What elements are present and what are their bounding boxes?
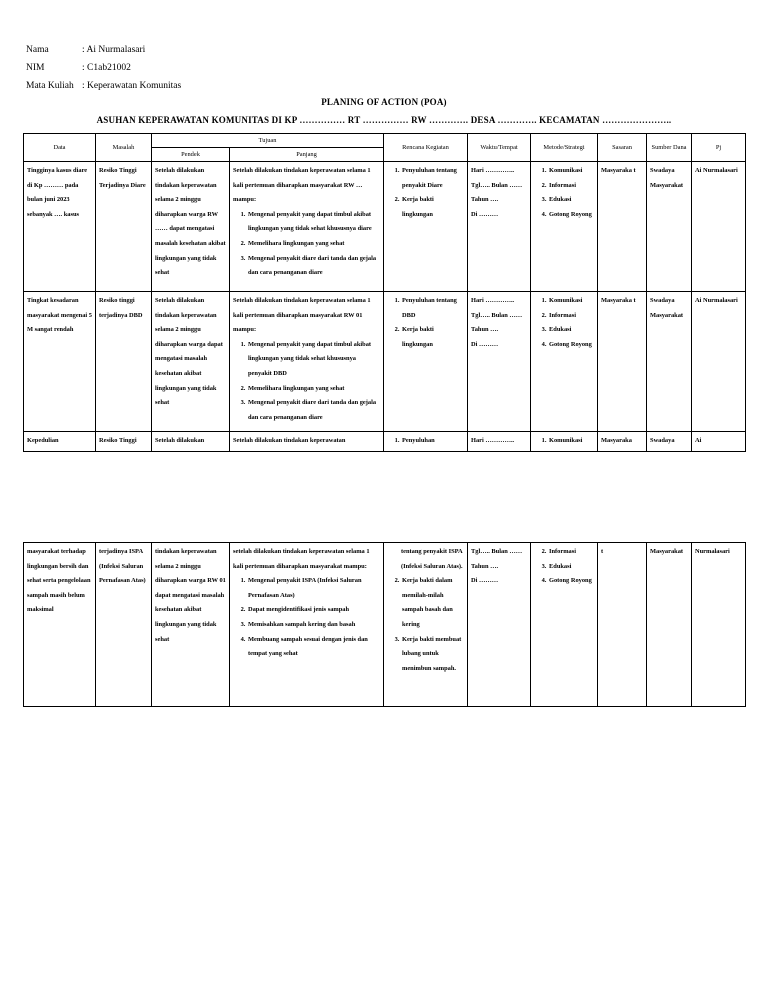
list-item: 4. Gotong Royong — [548, 208, 594, 223]
rencana-list — [387, 164, 464, 222]
rencana-list — [387, 294, 464, 352]
panjang-intro: setelah dilakukan tindakan keperawatan selama 1 kali pertemuan diharapkan masyarakat mampu: — [233, 548, 370, 570]
cell-masalah: Resiko tinggi terjadinya DBD — [96, 292, 152, 432]
cell-sasaran: t — [598, 543, 647, 707]
list-item: 4. Membuang sampah sesuai dengan jenis dan tempat yang sehat — [247, 633, 380, 662]
rencana-list — [387, 434, 464, 449]
list-item: 3. Edukasi — [548, 323, 594, 338]
metode-list — [534, 294, 594, 352]
student-nim-line — [26, 63, 131, 73]
cell-sumber: Swadaya Masyarakat — [647, 292, 692, 432]
list-item: 2. Informasi — [548, 309, 594, 324]
list-item: 1. Penyuluhan tentang DBD — [401, 294, 464, 323]
panjang-intro: Setelah dilakukan tindakan keperawatan selama 1 kali pertemuan diharapkan masyarakat RW … mampu: — [233, 167, 371, 204]
col-sasaran: Sasaran — [598, 134, 647, 162]
waktu-line: Tgl….. Bulan …… Tahun …. — [471, 311, 523, 334]
cell-pj: Ai Nurmalasari — [692, 162, 746, 292]
list-item: 1. Penyuluhan — [401, 434, 464, 449]
list-item: 3. Edukasi — [548, 193, 594, 208]
list-item: 2. Memelihara lingkungan yang sehat — [247, 382, 380, 397]
col-panjang: Panjang — [230, 148, 384, 162]
cell-panjang: Setelah dilakukan tindakan keperawatan — [230, 432, 384, 452]
cell-pj: Ai — [692, 432, 746, 452]
metode-list — [534, 164, 594, 222]
cell-rencana — [384, 292, 468, 432]
list-item: 1. Komunikasi — [548, 164, 594, 179]
list-item: 1. Komunikasi — [548, 294, 594, 309]
cell-waktu — [468, 543, 531, 707]
cell-panjang — [230, 162, 384, 292]
table-row — [24, 162, 746, 292]
list-item: 3. Kerja bakti membuat lubang untuk menimbun sampah. — [401, 633, 464, 677]
cell-sasaran: Masyaraka t — [598, 292, 647, 432]
list-item: 2. Kerja bakti lingkungan — [401, 323, 464, 352]
nim-value: : C1ab21002 — [82, 63, 131, 73]
cell-sasaran: Masyaraka — [598, 432, 647, 452]
cell-rencana — [384, 162, 468, 292]
poa-table-continued — [23, 542, 746, 707]
list-item: 2. Informasi — [548, 179, 594, 194]
list-item: 3. Mengenal penyakit diare dari tanda dan gejala dan cara penanganan diare — [247, 396, 380, 425]
waktu-line: Hari ………….. — [471, 297, 515, 304]
waktu-line: Tgl….. Bulan …… Tahun …. — [471, 181, 523, 204]
list-item: 1. Komunikasi — [548, 434, 594, 449]
col-data: Data — [24, 134, 96, 162]
cell-waktu — [468, 162, 531, 292]
cell-sumber: Masyarakat — [647, 543, 692, 707]
metode-list — [534, 545, 594, 589]
cell-pj: Nurmalasari — [692, 543, 746, 707]
list-item: 1. Mengenal penyakit yang dapat timbul akibat lingkungan yang tidak sehat khususnya diare — [247, 208, 380, 237]
list-item: 2. Kerja bakti dalam memilah-milah sampah basah dan kering — [401, 574, 464, 632]
waktu-line: Hari ………….. — [471, 167, 515, 174]
col-sumber: Sumber Dana — [647, 134, 692, 162]
list-item: 3. Memisahkan sampah kering dan basah — [247, 618, 380, 633]
cell-data: Kepedulian — [24, 432, 96, 452]
course-value: : Keperawatan Komunitas — [82, 81, 182, 91]
cell-metode — [531, 432, 598, 452]
waktu-line: Tgl….. Bulan …… Tahun …. — [471, 548, 523, 570]
nim-label: NIM — [26, 63, 45, 73]
table-row — [24, 292, 746, 432]
list-item: 4. Gotong Royong — [548, 574, 594, 589]
list-item: 3. Mengenal penyakit diare dari tanda dan gejala dan cara penanganan diare — [247, 252, 380, 281]
list-item: 2. Informasi — [548, 545, 594, 560]
col-pj: Pj — [692, 134, 746, 162]
panjang-list — [233, 574, 380, 662]
course-label: Mata Kuliah — [26, 81, 74, 91]
cell-metode — [531, 292, 598, 432]
cell-masalah: Resiko Tinggi — [96, 432, 152, 452]
col-tujuan: Tujuan — [152, 134, 384, 148]
panjang-intro: Setelah dilakukan tindakan keperawatan selama 1 kali pertemuan diharapkan masyarakat RW 01 mampu: — [233, 297, 371, 334]
cell-metode — [531, 162, 598, 292]
col-masalah: Masalah — [96, 134, 152, 162]
cell-pendek: Setelah dilakukan tindakan keperawatan selama 2 minggu diharapkan warga dapat mengatasi masalah kesehatan akibat lingkungan yang tidak sehat — [152, 292, 230, 432]
cell-panjang — [230, 543, 384, 707]
table-row — [24, 543, 746, 707]
cell-metode — [531, 543, 598, 707]
col-pendek: Pendek — [152, 148, 230, 162]
page-title: PLANING OF ACTION (POA) — [321, 97, 447, 107]
rencana-continued: tentang penyakit ISPA (Infeksi Saluran Atas). — [401, 548, 463, 570]
cell-pendek: Setelah dilakukan tindakan keperawatan selama 2 minggu diharapkan warga RW …… dapat mengatasi masalah kesehatan akibat lingkungan yang tidak sehat — [152, 162, 230, 292]
cell-data: Tingginya kasus diare di Kp ……… pada bulan juni 2023 sebanyak …. kasus — [24, 162, 96, 292]
poa-table — [23, 133, 746, 452]
cell-data: masyarakat terhadap lingkungan bersih dan sehat serta pengelolaan sampah masih belum maksimal — [24, 543, 96, 707]
cell-rencana — [384, 432, 468, 452]
list-item: 1. Mengenal penyakit yang dapat timbul akibat lingkungan yang tidak sehat khususnya penyakit DBD — [247, 338, 380, 382]
list-item: 2. Dapat mengidentifikasi jenis sampah — [247, 603, 380, 618]
cell-masalah: terjadinya ISPA (Infeksi Saluran Pernafasan Atas) — [96, 543, 152, 707]
cell-rencana — [384, 543, 468, 707]
list-item: 2. Kerja bakti lingkungan — [401, 193, 464, 222]
cell-masalah: Resiko Tinggi Terjadinya Diare — [96, 162, 152, 292]
list-item: 1. Penyuluhan tentang penyakit Diare — [401, 164, 464, 193]
cell-sasaran: Masyaraka t — [598, 162, 647, 292]
course-line — [26, 81, 181, 91]
page-subtitle: ASUHAN KEPERAWATAN KOMUNITAS DI KP …………… RT …………… RW …………. DESA …………. KECAMATAN ………………….. — [96, 115, 672, 125]
list-item: 4. Gotong Royong — [548, 338, 594, 353]
name-value: : Ai Nurmalasari — [82, 45, 146, 55]
table-row — [24, 432, 746, 452]
list-item: 2. Memelihara lingkungan yang sehat — [247, 237, 380, 252]
cell-sumber: Swadaya Masyarakat — [647, 162, 692, 292]
waktu-line: Di ……… — [471, 340, 499, 348]
cell-waktu: Hari ………….. — [468, 432, 531, 452]
cell-waktu — [468, 292, 531, 432]
cell-pj: Ai Nurmalasari — [692, 292, 746, 432]
col-waktu: Waktu/Tempat — [468, 134, 531, 162]
waktu-line: Di ……… — [471, 577, 499, 585]
col-rencana: Rencana Kegiatan — [384, 134, 468, 162]
metode-list — [534, 434, 594, 449]
student-name-line — [26, 45, 145, 55]
rencana-list — [387, 574, 464, 676]
cell-panjang — [230, 292, 384, 432]
list-item: 1. Mengenal penyakit ISPA (Infeksi Saluran Pernafasan Atas) — [247, 574, 380, 603]
cell-pendek: Setelah dilakukan — [152, 432, 230, 452]
name-label: Nama — [26, 45, 49, 55]
cell-pendek: tindakan keperawatan selama 2 minggu diharapkan warga RW 01 dapat mengatasi masalah kesehatan akibat lingkungan yang tidak sehat — [152, 543, 230, 707]
cell-sumber: Swadaya — [647, 432, 692, 452]
panjang-list — [233, 208, 380, 281]
panjang-list — [233, 338, 380, 426]
col-metode: Metode/Strategi — [531, 134, 598, 162]
cell-data: Tingkat kesadaran masyarakat mengenai 5 M sangat rendah — [24, 292, 96, 432]
waktu-line: Di ……… — [471, 210, 499, 218]
list-item: 3. Edukasi — [548, 560, 594, 575]
